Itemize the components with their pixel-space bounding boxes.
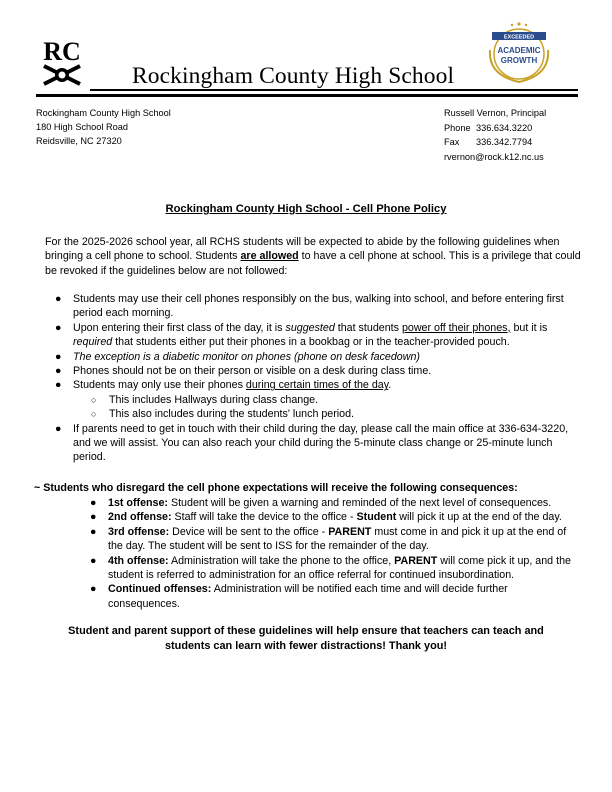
consequence-item: ● 4th offense: Administration will take the phone to the office, PARENT will come pick it up, and the student is referred to administration for an office referral for continued insubordination.	[90, 554, 571, 582]
school-logo	[36, 36, 88, 86]
logo-letters: RC	[43, 37, 81, 66]
policy-title: Rockingham County High School - Cell Phone Policy	[165, 203, 447, 215]
bullet-icon: ●	[90, 511, 97, 524]
list-item	[55, 364, 575, 378]
consequence-item: ● 2nd offense: Staff will take the device to the office - Student will pick it up at the end of the day.	[90, 511, 562, 524]
phone-label: Phone	[444, 122, 471, 133]
list-item: ● Students may only use their phones during certain times of the day. ○ This includes Hallways during class change. ○ This also includes during the students' lunch period.	[55, 378, 575, 421]
bullet-icon: ●	[55, 321, 62, 334]
phone-number: 336.634.3220	[476, 122, 533, 133]
bullet-icon: ●	[90, 525, 97, 538]
emphasis-text: required	[73, 336, 113, 349]
intro-text: to have a cell phone at school. This is a privilege that could be revoked if the guidelines below are not followed:	[45, 250, 581, 277]
bullet-icon: ●	[55, 350, 62, 363]
underlined-text: power off their phones,	[401, 321, 511, 334]
hollow-bullet-icon: ○	[91, 409, 97, 420]
address-line: Rockingham County High School	[36, 108, 171, 118]
emphasis-text: suggested	[285, 321, 335, 334]
hollow-bullet-icon: ○	[91, 394, 97, 405]
closing-line: students can learn with fewer distractions! Thank you!	[165, 640, 447, 652]
bullet-icon: ●	[55, 379, 62, 392]
star-icon	[511, 22, 527, 26]
phone-line	[444, 121, 546, 136]
underlined-text: during certain times of the day	[245, 379, 389, 392]
address-line: Reidsville, NC 27320	[36, 136, 122, 146]
school-title: Rockingham County High School	[132, 63, 455, 89]
bullet-icon: ●	[55, 422, 62, 435]
bullet-icon: ●	[55, 365, 62, 378]
closing-line: Student and parent support of these guidelines will help ensure that teachers can teach and	[68, 625, 544, 637]
consequence-item: ● Continued offenses: Administration will be notified each time and will decide further consequences.	[90, 583, 508, 610]
intro-text: For the 2025-2026 school year, all RCHS students will be expected to abide by the following guidelines when bringing a cell phone to school. Students	[45, 236, 560, 263]
consequences-list	[90, 496, 582, 611]
consequence-item: ● 3rd offense: Device will be sent to the office - PARENT must come in and pick it up at the end of the day. The student will be sent to ISS for the remainder of the day.	[90, 525, 567, 553]
bullet-icon: ●	[90, 554, 97, 567]
badge-line3: GROWTH	[500, 56, 538, 65]
sub-list-item: ○ This also includes during the students' lunch period.	[91, 408, 355, 421]
bullet-icon: ●	[90, 497, 97, 509]
header-rule-thick	[36, 94, 578, 97]
bullet-icon: ●	[90, 583, 97, 596]
list-item-text: Students may use their cell phones responsibly on the bus, walking into school, and before entering first period each morning.	[73, 293, 564, 320]
list-item	[55, 350, 575, 364]
consequences-heading: ~ Students who disregard the cell phone expectations will receive the following consequences:	[34, 482, 518, 494]
list-item	[55, 292, 575, 321]
school-address	[36, 106, 171, 148]
academic-growth-badge	[480, 20, 558, 84]
badge-line2: ACADEMIC	[497, 46, 541, 55]
list-item-text: The exception is a diabetic monitor on phones (phone on desk facedown)	[73, 350, 420, 363]
policy-intro	[45, 235, 585, 278]
list-item: ● Upon entering their first class of the day, it is suggested that students power off their phones, but it is required that students either put their phones in a bookbag or in the teacher-provided pouch.	[55, 321, 548, 349]
principal-name: Russell Vernon, Principal	[444, 108, 547, 118]
fax-number: 336.342.7794	[476, 137, 533, 147]
address-line: 180 High School Road	[36, 122, 128, 132]
sub-list-item: ○ This includes Hallways during class change.	[91, 393, 319, 406]
list-item	[55, 422, 575, 465]
closing-statement	[0, 624, 612, 654]
list-item-text: If parents need to get in touch with their child during the day, please call the main office at 336-634-3220, and we will assist. You can also reach your child during the 5-minute class change or 25-minute lunch period.	[73, 422, 569, 464]
principal-contact	[444, 106, 546, 164]
header-rule	[90, 89, 578, 91]
list-item-text: Phones should not be on their person or visible on a desk during class time.	[73, 365, 432, 378]
badge-line1: EXCEEDED	[503, 34, 535, 41]
consequence-item: ● 1st offense: Student will be given a warning and reminded of the next level of consequences.	[90, 497, 552, 509]
intro-emphasis: are allowed	[240, 250, 299, 263]
sub-list	[91, 393, 575, 422]
guidelines-list	[55, 292, 575, 465]
fax-line	[444, 135, 546, 150]
fax-label: Fax	[444, 137, 460, 147]
bullet-icon: ●	[55, 293, 62, 305]
email-address: rvernon@rock.k12.nc.us	[444, 151, 544, 162]
